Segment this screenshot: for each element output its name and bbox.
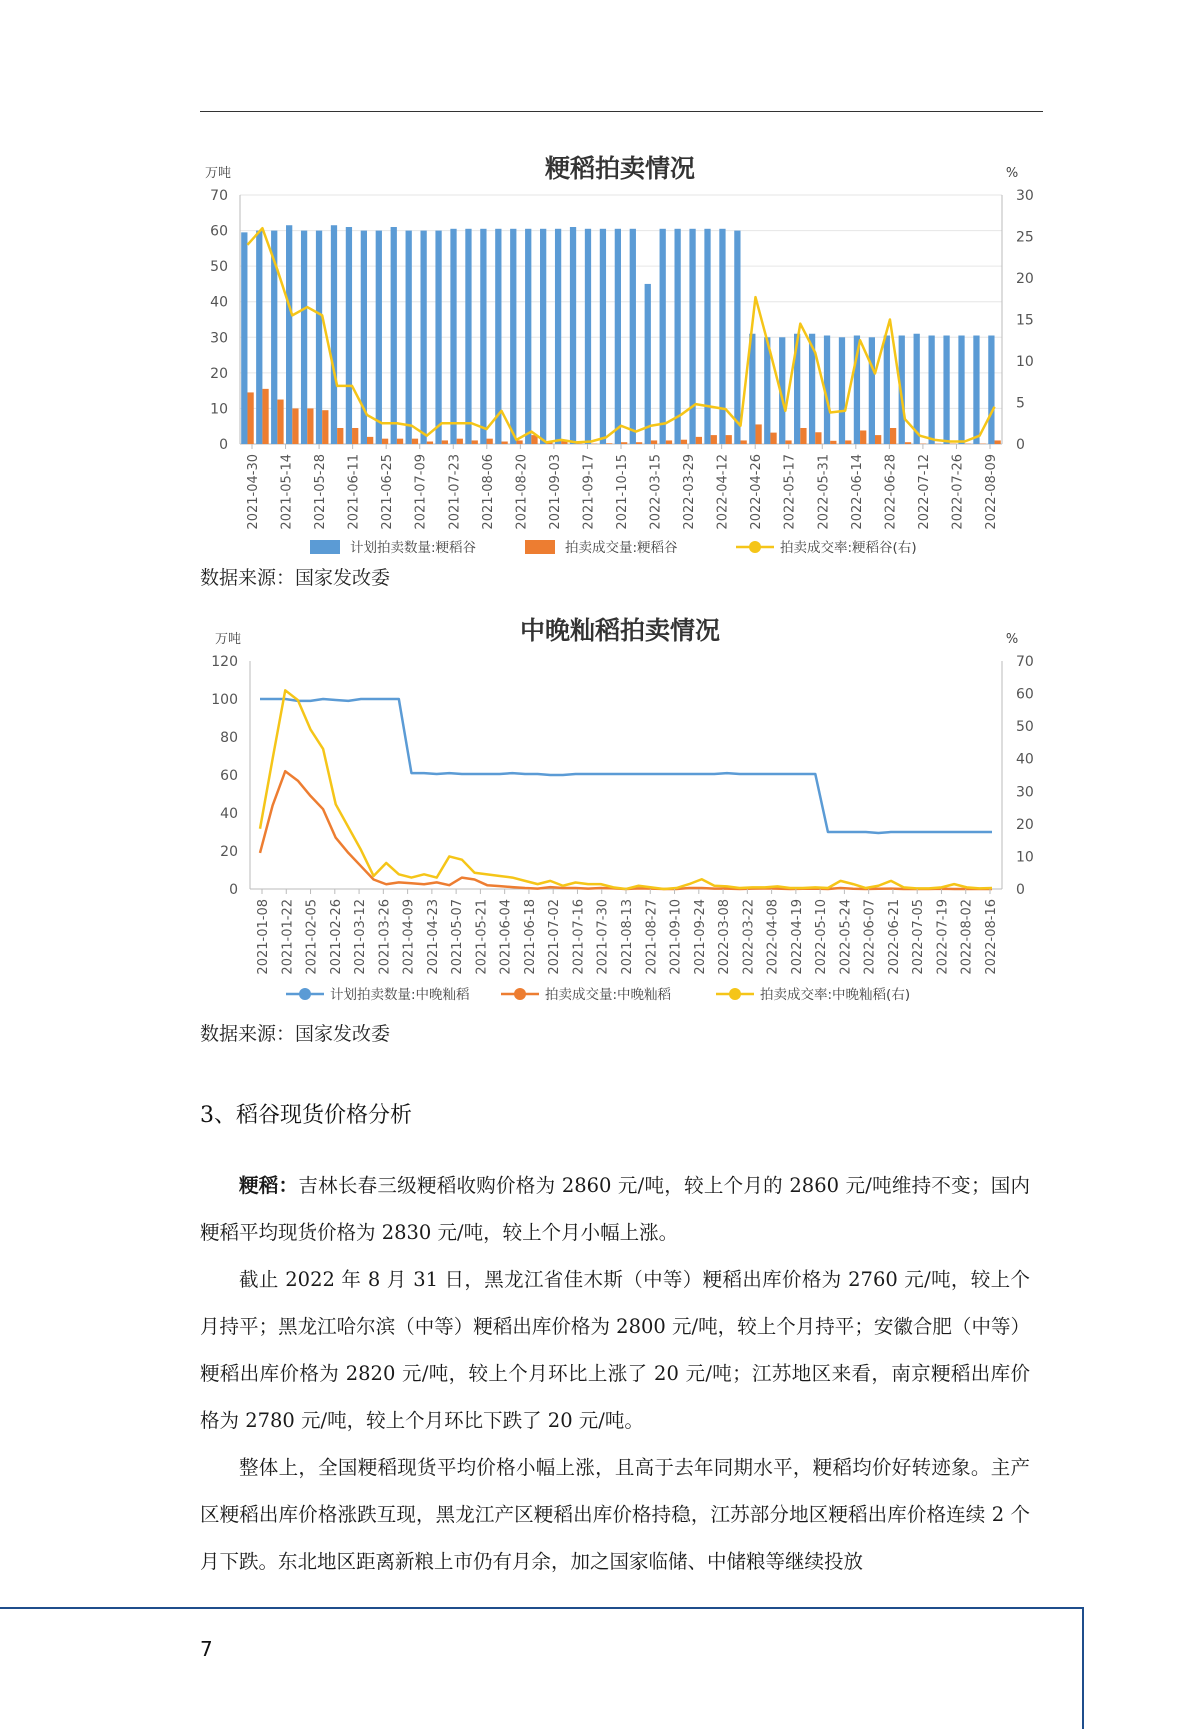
- y-tick-label: 50: [210, 259, 228, 275]
- x-tick-label: 2022-07-05: [911, 899, 926, 975]
- traded-volume-bar: [337, 428, 343, 444]
- x-tick-label: 2022-07-26: [950, 454, 965, 530]
- traded-volume-bar: [681, 440, 687, 444]
- paragraph-1: [200, 1162, 1030, 1256]
- planned-volume-bar: [391, 227, 397, 444]
- paragraph-2: [200, 1256, 1030, 1444]
- x-tick-label: 2022-05-17: [783, 454, 798, 530]
- paragraph-1-text: 吉林长春三级粳稻收购价格为 2860 元/吨，较上个月的 2860 元/吨维持不变；国内粳稻平均现货价格为 2830 元/吨，较上个月小幅上涨。: [200, 1174, 1030, 1244]
- planned-volume-bar: [869, 337, 875, 444]
- x-tick-label: 2021-07-23: [447, 454, 462, 530]
- x-tick-label: 2021-09-10: [669, 899, 684, 975]
- x-tick-label: 2021-09-17: [581, 454, 596, 530]
- planned-volume-bar: [525, 229, 531, 444]
- traded-volume-bar: [860, 430, 866, 444]
- planned-volume-bar: [884, 336, 890, 444]
- x-tick-label: 2021-05-28: [313, 454, 328, 530]
- x-tick-label: 2022-06-07: [863, 899, 878, 975]
- traded-volume-bar: [501, 442, 507, 444]
- planned-volume-bar: [660, 229, 666, 444]
- y-axis-unit-label: 万吨: [205, 166, 231, 181]
- traded-volume-bar: [995, 440, 1001, 444]
- data-source-1: 数据来源：国家发改委: [200, 563, 390, 590]
- traded-volume-bar: [322, 410, 328, 444]
- traded-volume-bar: [800, 428, 806, 444]
- legend-label: 计划拍卖数量:中晚籼稻: [330, 986, 470, 1003]
- planned-volume-bar: [286, 225, 292, 444]
- y-tick-label: 40: [220, 806, 238, 822]
- x-tick-label: 2022-04-12: [716, 454, 731, 530]
- planned-volume-bar: [674, 229, 680, 444]
- traded-volume-bar: [875, 435, 881, 444]
- paragraph-2-text: 截止 2022 年 8 月 31 日，黑龙江省佳木斯（中等）粳稻出库价格为 2760 元/吨，较上个月持平；黑龙江哈尔滨（中等）粳稻出库价格为 2800 元/吨，较上个月持平；安徽合肥（中等）粳稻出库价格为 2820 元/吨，较上个月环比上涨了 20 元/吨；江苏地区来看，南京粳稻出库价格为 2780 元/吨，较上个月环比下跌了 20 元/吨。: [200, 1268, 1030, 1432]
- y-tick-label: 20: [220, 844, 238, 860]
- y2-tick-label: 10: [1016, 354, 1034, 370]
- traded-volume-bar: [367, 437, 373, 444]
- x-tick-label: 2021-10-15: [615, 454, 630, 530]
- x-tick-label: 2021-03-26: [377, 899, 392, 975]
- planned-volume-bar: [719, 229, 725, 444]
- chart-title: 粳稻拍卖情况: [544, 154, 695, 183]
- planned-volume-bar: [420, 231, 426, 444]
- x-tick-label: 2022-08-02: [960, 899, 975, 975]
- data-source-2: 数据来源：国家发改委: [200, 1019, 390, 1046]
- x-tick-label: 2021-02-05: [305, 899, 320, 975]
- planned-volume-bar: [704, 229, 710, 444]
- y-tick-label: 10: [210, 401, 228, 417]
- x-tick-label: 2021-04-23: [426, 899, 441, 975]
- traded-volume-bar: [457, 439, 463, 444]
- page-number: 7: [200, 1637, 213, 1661]
- y2-tick-label: 70: [1016, 654, 1034, 670]
- legend-label: 计划拍卖数量:粳稻谷: [350, 539, 477, 556]
- planned-volume-bar: [839, 337, 845, 444]
- legend-label: 拍卖成交率:中晚籼稻(右): [760, 986, 910, 1003]
- section-heading: 3、稻谷现货价格分析: [200, 1098, 412, 1129]
- legend-swatch-dot: [729, 988, 741, 1000]
- traded-volume-bar: [382, 439, 388, 444]
- planned-volume-bar: [585, 229, 591, 444]
- x-tick-label: 2022-04-08: [766, 899, 781, 975]
- planned-volume-bar: [510, 229, 516, 444]
- x-tick-label: 2022-03-29: [682, 454, 697, 530]
- planned-volume-bar: [570, 227, 576, 444]
- x-tick-label: 2021-07-16: [571, 899, 586, 975]
- traded-volume-line: [260, 771, 992, 889]
- planned-volume-bar: [555, 229, 561, 444]
- y-tick-label: 60: [210, 224, 228, 240]
- x-tick-label: 2022-04-19: [790, 899, 805, 975]
- traded-volume-bar: [770, 433, 776, 444]
- x-tick-label: 2021-07-30: [596, 899, 611, 975]
- planned-volume-bar: [450, 229, 456, 444]
- traded-volume-bar: [427, 442, 433, 444]
- planned-volume-bar: [301, 231, 307, 444]
- y2-tick-label: 5: [1016, 396, 1025, 412]
- traded-volume-bar: [352, 428, 358, 444]
- planned-volume-line: [260, 699, 992, 833]
- y-axis-unit-label: 万吨: [215, 632, 241, 647]
- x-tick-label: 2022-04-26: [749, 454, 764, 530]
- y2-axis-unit-label: %: [1006, 632, 1018, 647]
- planned-volume-bar: [241, 232, 247, 444]
- traded-volume-bar: [785, 440, 791, 444]
- x-tick-label: 2022-05-31: [816, 454, 831, 530]
- x-tick-label: 2022-06-14: [850, 454, 865, 530]
- x-tick-label: 2021-09-24: [693, 899, 708, 975]
- legend-swatch-dot: [749, 541, 761, 553]
- x-tick-label: 2022-06-28: [883, 454, 898, 530]
- traded-volume-bar: [487, 439, 493, 444]
- traded-volume-bar: [277, 400, 283, 444]
- deal-rate-line: [260, 690, 992, 889]
- y2-tick-label: 60: [1016, 687, 1034, 703]
- x-tick-label: 2021-01-22: [280, 899, 295, 975]
- x-tick-label: 2021-07-09: [414, 454, 429, 530]
- japonica-auction-chart: [200, 150, 1010, 560]
- x-tick-label: 2021-08-27: [644, 899, 659, 975]
- traded-volume-bar: [696, 437, 702, 444]
- traded-volume-bar: [845, 440, 851, 444]
- x-tick-label: 2022-03-15: [649, 454, 664, 530]
- legend-label: 拍卖成交量:粳稻谷: [565, 539, 678, 556]
- traded-volume-bar: [815, 432, 821, 444]
- traded-volume-bar: [307, 408, 313, 444]
- y-tick-label: 100: [211, 692, 238, 708]
- y-tick-label: 60: [220, 768, 238, 784]
- x-tick-label: 2021-06-25: [380, 454, 395, 530]
- traded-volume-bar: [905, 442, 911, 444]
- traded-volume-bar: [621, 442, 627, 444]
- planned-volume-bar: [928, 336, 934, 444]
- planned-volume-bar: [943, 336, 949, 444]
- planned-volume-bar: [376, 231, 382, 444]
- traded-volume-bar: [666, 440, 672, 444]
- x-tick-label: 2021-08-06: [481, 454, 496, 530]
- y2-tick-label: 20: [1016, 817, 1034, 833]
- paragraph-1-lead: 粳稻：: [239, 1174, 298, 1197]
- legend-swatch: [525, 540, 555, 554]
- planned-volume-bar: [346, 227, 352, 444]
- traded-volume-bar: [397, 439, 403, 444]
- x-tick-label: 2021-09-03: [548, 454, 563, 530]
- x-tick-label: 2022-08-16: [984, 899, 999, 975]
- x-tick-label: 2022-03-22: [741, 899, 756, 975]
- traded-volume-bar: [606, 443, 612, 444]
- traded-volume-bar: [726, 435, 732, 444]
- indica-auction-chart: [200, 614, 1010, 1010]
- y2-axis-unit-label: %: [1006, 166, 1018, 181]
- planned-volume-bar: [973, 336, 979, 444]
- y2-tick-label: 50: [1016, 719, 1034, 735]
- traded-volume-bar: [516, 440, 522, 444]
- y-tick-label: 0: [229, 882, 238, 898]
- planned-volume-bar: [316, 231, 322, 444]
- y-tick-label: 20: [210, 366, 228, 382]
- x-tick-label: 2021-06-11: [347, 454, 362, 530]
- y-tick-label: 30: [210, 330, 228, 346]
- y-tick-label: 80: [220, 730, 238, 746]
- y2-tick-label: 30: [1016, 784, 1034, 800]
- traded-volume-bar: [262, 389, 268, 444]
- x-tick-label: 2021-07-02: [547, 899, 562, 975]
- x-tick-label: 2022-05-24: [838, 899, 853, 975]
- traded-volume-bar: [755, 424, 761, 444]
- x-tick-label: 2022-06-21: [887, 899, 902, 975]
- planned-volume-bar: [645, 284, 651, 444]
- legend-label: 拍卖成交量:中晚籼稻: [545, 986, 671, 1003]
- x-tick-label: 2022-05-10: [814, 899, 829, 975]
- traded-volume-bar: [890, 428, 896, 444]
- traded-volume-bar: [636, 442, 642, 444]
- traded-volume-bar: [292, 408, 298, 444]
- paragraph-3-text: 整体上，全国粳稻现货平均价格小幅上涨，且高于去年同期水平，粳稻均价好转迹象。主产区粳稻出库价格涨跌互现，黑龙江产区粳稻出库价格持稳，江苏部分地区粳稻出库价格连续 2 个月下跌。东北地区距离新粮上市仍有月余，加之国家临储、中储粮等继续投放: [200, 1456, 1030, 1573]
- x-tick-label: 2022-03-08: [717, 899, 732, 975]
- planned-volume-bar: [988, 336, 994, 444]
- x-tick-label: 2021-06-18: [523, 899, 538, 975]
- x-tick-label: 2021-01-08: [256, 899, 271, 975]
- y2-tick-label: 25: [1016, 230, 1034, 246]
- y2-tick-label: 30: [1016, 188, 1034, 204]
- x-tick-label: 2021-02-26: [329, 899, 344, 975]
- y2-tick-label: 10: [1016, 849, 1034, 865]
- planned-volume-bar: [331, 225, 337, 444]
- planned-volume-bar: [256, 231, 262, 444]
- y2-tick-label: 20: [1016, 271, 1034, 287]
- x-tick-label: 2022-07-12: [917, 454, 932, 530]
- x-tick-label: 2022-07-19: [935, 899, 950, 975]
- y2-tick-label: 0: [1016, 882, 1025, 898]
- traded-volume-bar: [741, 440, 747, 444]
- planned-volume-bar: [689, 229, 695, 444]
- y-tick-label: 0: [219, 437, 228, 453]
- paragraph-3: [200, 1444, 1030, 1585]
- y2-tick-label: 40: [1016, 752, 1034, 768]
- x-tick-label: 2021-05-07: [450, 899, 465, 975]
- y-tick-label: 70: [210, 188, 228, 204]
- y-tick-label: 120: [211, 654, 238, 670]
- x-tick-label: 2021-04-30: [246, 454, 261, 530]
- planned-volume-bar: [914, 334, 920, 444]
- y2-tick-label: 0: [1016, 437, 1025, 453]
- traded-volume-bar: [472, 440, 478, 444]
- planned-volume-bar: [406, 231, 412, 444]
- legend-swatch: [310, 540, 340, 554]
- traded-volume-bar: [830, 441, 836, 444]
- x-tick-label: 2021-04-09: [402, 899, 417, 975]
- legend-swatch-dot: [299, 988, 311, 1000]
- planned-volume-bar: [958, 336, 964, 444]
- planned-volume-bar: [734, 231, 740, 444]
- traded-volume-bar: [442, 440, 448, 444]
- planned-volume-bar: [465, 229, 471, 444]
- x-tick-label: 2021-08-13: [620, 899, 635, 975]
- traded-volume-bar: [412, 439, 418, 444]
- x-tick-label: 2021-06-04: [499, 899, 514, 975]
- x-tick-label: 2021-03-12: [353, 899, 368, 975]
- planned-volume-bar: [435, 231, 441, 444]
- header-rule: [200, 111, 1043, 112]
- y2-tick-label: 15: [1016, 313, 1034, 329]
- japonica-auction-svg: [200, 150, 1010, 560]
- footer-frame: [0, 1607, 1084, 1729]
- legend-label: 拍卖成交率:粳稻谷(右): [780, 539, 917, 556]
- x-tick-label: 2021-05-14: [280, 454, 295, 530]
- chart-title: 中晚籼稻拍卖情况: [520, 616, 720, 645]
- planned-volume-bar: [480, 229, 486, 444]
- y-tick-label: 40: [210, 295, 228, 311]
- traded-volume-bar: [711, 435, 717, 444]
- legend-swatch-dot: [514, 988, 526, 1000]
- planned-volume-bar: [600, 229, 606, 444]
- traded-volume-bar: [651, 440, 657, 444]
- indica-auction-svg: [200, 614, 1010, 1010]
- x-tick-label: 2022-08-09: [984, 454, 999, 530]
- planned-volume-bar: [540, 229, 546, 444]
- traded-volume-bar: [247, 392, 253, 444]
- x-tick-label: 2021-08-20: [514, 454, 529, 530]
- planned-volume-bar: [615, 229, 621, 444]
- x-tick-label: 2021-05-21: [474, 899, 489, 975]
- planned-volume-bar: [630, 229, 636, 444]
